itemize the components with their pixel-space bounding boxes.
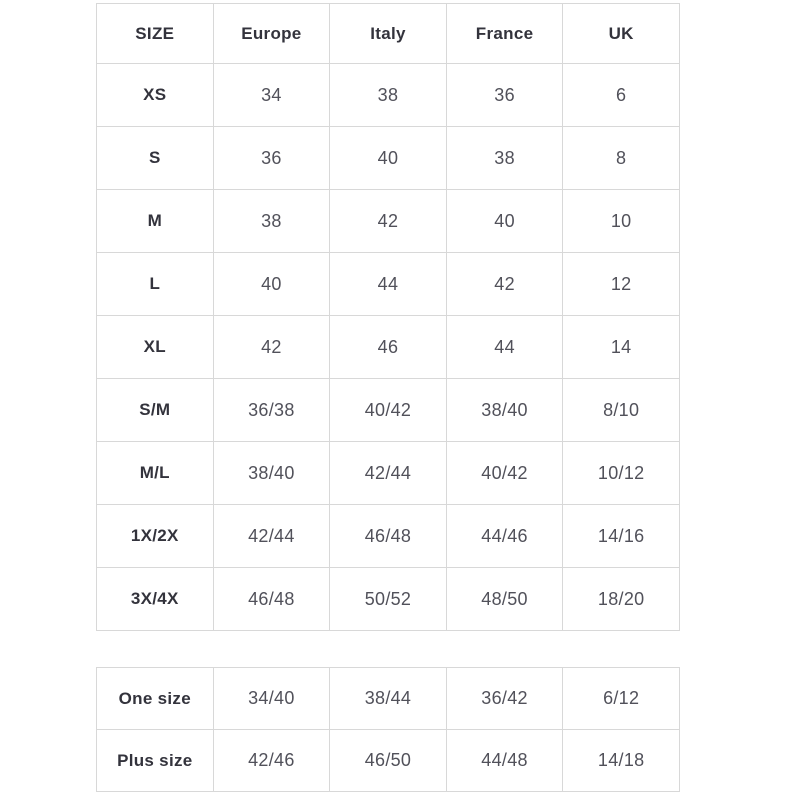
cell-uk: 14 <box>563 316 680 379</box>
cell-france: 40 <box>446 190 563 253</box>
row-label: 3X/4X <box>97 568 214 631</box>
row-label: One size <box>97 668 214 730</box>
cell-italy: 42 <box>330 190 447 253</box>
header-row <box>97 4 680 64</box>
cell-italy: 40/42 <box>330 379 447 442</box>
special-sizes-body <box>97 668 680 792</box>
table-row-m <box>97 190 680 253</box>
table-row-plus-size <box>97 730 680 792</box>
column-header-size: SIZE <box>97 4 214 64</box>
cell-europe: 38 <box>213 190 330 253</box>
cell-europe: 46/48 <box>213 568 330 631</box>
table-row-xs <box>97 64 680 127</box>
cell-italy: 40 <box>330 127 447 190</box>
cell-uk: 8 <box>563 127 680 190</box>
table-row-s <box>97 127 680 190</box>
cell-italy: 46/50 <box>330 730 447 792</box>
cell-france: 44/48 <box>446 730 563 792</box>
row-label: 1X/2X <box>97 505 214 568</box>
cell-europe: 42 <box>213 316 330 379</box>
cell-uk: 10 <box>563 190 680 253</box>
table-row-one-size <box>97 668 680 730</box>
cell-italy: 46 <box>330 316 447 379</box>
cell-france: 38/40 <box>446 379 563 442</box>
tables-gap <box>0 631 800 667</box>
row-label: Plus size <box>97 730 214 792</box>
cell-europe: 34/40 <box>213 668 330 730</box>
cell-uk: 18/20 <box>563 568 680 631</box>
cell-italy: 46/48 <box>330 505 447 568</box>
cell-france: 48/50 <box>446 568 563 631</box>
cell-europe: 42/44 <box>213 505 330 568</box>
size-table-header <box>97 4 680 64</box>
table-row-l <box>97 253 680 316</box>
cell-france: 36/42 <box>446 668 563 730</box>
table-row-xl <box>97 316 680 379</box>
cell-europe: 42/46 <box>213 730 330 792</box>
cell-france: 40/42 <box>446 442 563 505</box>
cell-europe: 40 <box>213 253 330 316</box>
cell-france: 44/46 <box>446 505 563 568</box>
cell-europe: 36 <box>213 127 330 190</box>
row-label: L <box>97 253 214 316</box>
cell-europe: 36/38 <box>213 379 330 442</box>
column-header-france: France <box>446 4 563 64</box>
cell-uk: 8/10 <box>563 379 680 442</box>
cell-europe: 38/40 <box>213 442 330 505</box>
cell-uk: 6 <box>563 64 680 127</box>
table-row-3x-4x <box>97 568 680 631</box>
size-conversion-table <box>96 3 680 631</box>
table-row-1x-2x <box>97 505 680 568</box>
column-header-italy: Italy <box>330 4 447 64</box>
cell-europe: 34 <box>213 64 330 127</box>
cell-france: 42 <box>446 253 563 316</box>
row-label: M/L <box>97 442 214 505</box>
cell-italy: 38/44 <box>330 668 447 730</box>
cell-italy: 44 <box>330 253 447 316</box>
row-label: M <box>97 190 214 253</box>
cell-italy: 38 <box>330 64 447 127</box>
cell-uk: 6/12 <box>563 668 680 730</box>
table-row-s-m <box>97 379 680 442</box>
column-header-europe: Europe <box>213 4 330 64</box>
cell-uk: 10/12 <box>563 442 680 505</box>
cell-france: 36 <box>446 64 563 127</box>
row-label: XL <box>97 316 214 379</box>
column-header-uk: UK <box>563 4 680 64</box>
row-label: XS <box>97 64 214 127</box>
cell-italy: 42/44 <box>330 442 447 505</box>
size-table-body <box>97 64 680 631</box>
special-sizes-table <box>96 667 680 792</box>
row-label: S/M <box>97 379 214 442</box>
cell-uk: 12 <box>563 253 680 316</box>
cell-italy: 50/52 <box>330 568 447 631</box>
cell-france: 38 <box>446 127 563 190</box>
table-row-m-l <box>97 442 680 505</box>
cell-uk: 14/18 <box>563 730 680 792</box>
cell-uk: 14/16 <box>563 505 680 568</box>
row-label: S <box>97 127 214 190</box>
cell-france: 44 <box>446 316 563 379</box>
